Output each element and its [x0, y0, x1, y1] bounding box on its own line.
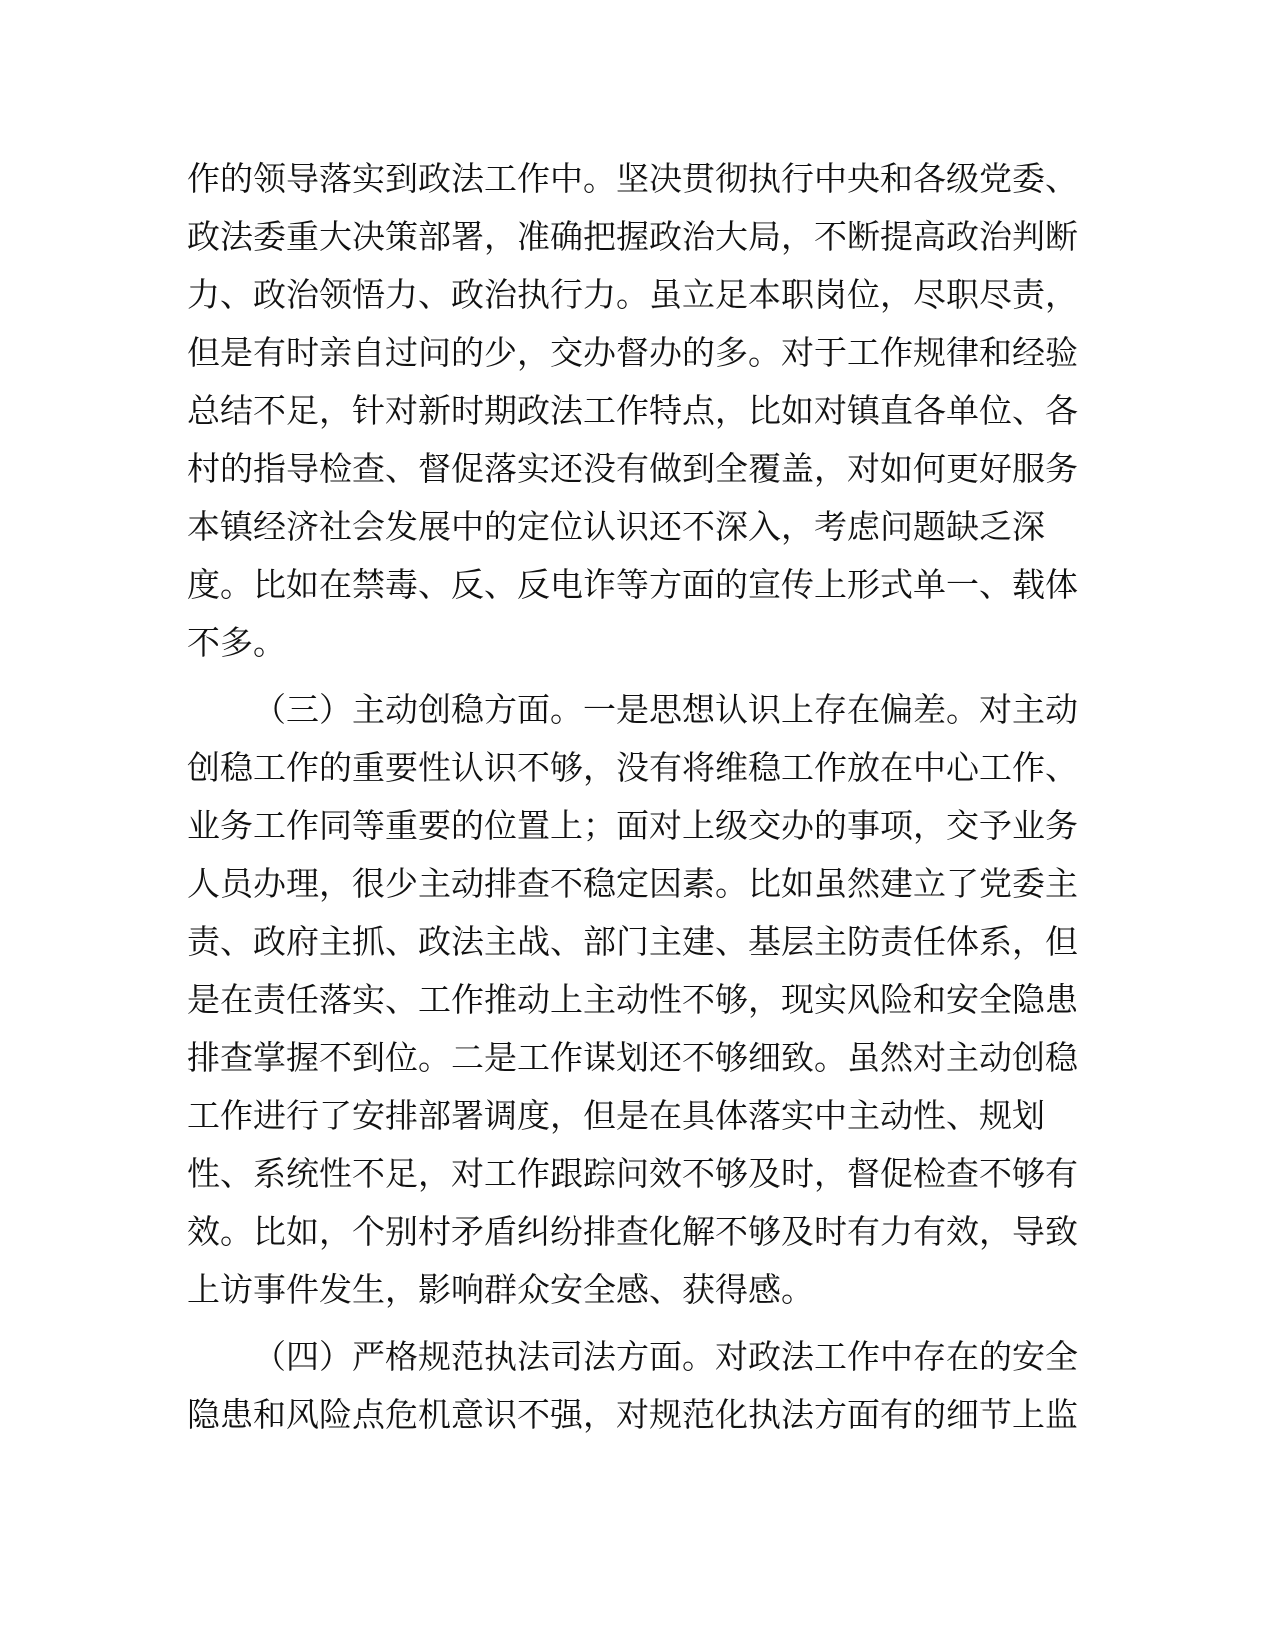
- text-line: 上访事件发生，影响群众安全感、获得感。: [187, 1270, 814, 1309]
- text-line: 总结不足，针对新时期政法工作特点，比如对镇直各单位、各: [187, 391, 1078, 430]
- text-line: 工作进行了安排部署调度，但是在具体落实中主动性、规划: [187, 1096, 1045, 1135]
- text-line: 责、政府主抓、政法主战、部门主建、基层主防责任体系，但: [187, 922, 1078, 961]
- text-line: 排查掌握不到位。二是工作谋划还不够细致。虽然对主动创稳: [187, 1038, 1078, 1077]
- document-body: [187, 150, 1087, 1444]
- paragraph-spacer: [187, 1319, 1087, 1328]
- text-line: 力、政治领悟力、政治执行力。虽立足本职岗位，尽职尽责，: [187, 275, 1078, 314]
- paragraph-3: [187, 1328, 1087, 1444]
- text-line: 本镇经济社会发展中的定位认识还不深入，考虑问题缺乏深: [187, 507, 1045, 546]
- paragraph-2: [187, 681, 1087, 1319]
- text-line: 人员办理，很少主动排查不稳定因素。比如虽然建立了党委主: [187, 864, 1078, 903]
- text-line: 村的指导检查、督促落实还没有做到全覆盖，对如何更好服务: [187, 449, 1078, 488]
- text-line: 是在责任落实、工作推动上主动性不够，现实风险和安全隐患: [187, 980, 1078, 1019]
- text-line: 隐患和风险点危机意识不强，对规范化执法方面有的细节上监: [187, 1395, 1078, 1434]
- text-line-first: （四）严格规范执法司法方面。对政法工作中存在的安全: [253, 1337, 1078, 1376]
- text-line: 但是有时亲自过问的少，交办督办的多。对于工作规律和经验: [187, 333, 1078, 372]
- paragraph-spacer: [187, 672, 1087, 681]
- text-line: 度。比如在禁毒、反、反电诈等方面的宣传上形式单一、载体: [187, 565, 1078, 604]
- paragraph-1: [187, 150, 1087, 672]
- text-line: 政法委重大决策部署，准确把握政治大局，不断提高政治判断: [187, 217, 1078, 256]
- text-line: 业务工作同等重要的位置上；面对上级交办的事项，交予业务: [187, 806, 1078, 845]
- text-line-first: （三）主动创稳方面。一是思想认识上存在偏差。对主动: [253, 690, 1078, 729]
- text-line: 性、系统性不足，对工作跟踪问效不够及时，督促检查不够有: [187, 1154, 1078, 1193]
- text-line: 效。比如，个别村矛盾纠纷排查化解不够及时有力有效，导致: [187, 1212, 1078, 1251]
- text-line: 创稳工作的重要性认识不够，没有将维稳工作放在中心工作、: [187, 748, 1078, 787]
- text-line: 作的领导落实到政法工作中。坚决贯彻执行中央和各级党委、: [187, 159, 1078, 198]
- text-line: 不多。: [187, 623, 286, 662]
